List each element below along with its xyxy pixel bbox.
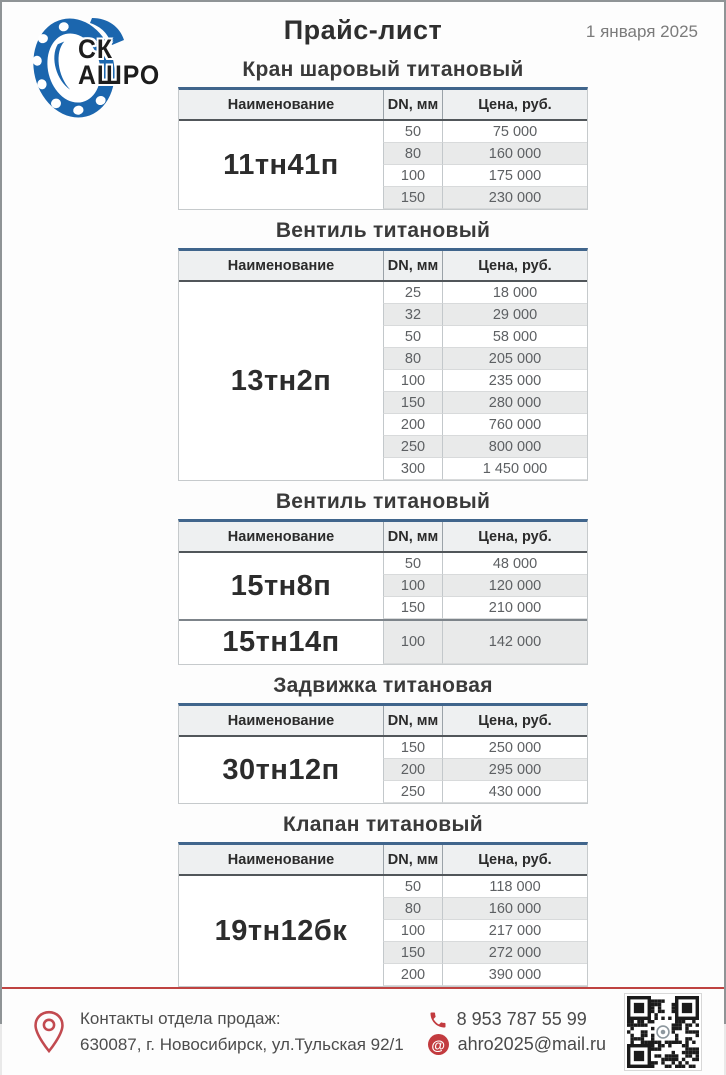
- col-header-name: Наименование: [227, 528, 335, 545]
- dn-value: 80: [383, 898, 442, 920]
- price-value: 18 000: [442, 282, 587, 304]
- dn-value: 100: [383, 621, 442, 664]
- price-value: 29 000: [442, 304, 587, 326]
- price-table: [178, 703, 588, 804]
- product-group: [179, 282, 587, 480]
- price-value: 118 000: [442, 876, 587, 898]
- product-group: [179, 876, 587, 986]
- dn-value: 100: [383, 165, 442, 187]
- dn-value: 100: [383, 575, 442, 597]
- qr-code: [624, 993, 702, 1071]
- price-table: [178, 248, 588, 481]
- price-value: 142 000: [442, 621, 587, 664]
- dn-value: 200: [383, 414, 442, 436]
- col-header-price: Цена, руб.: [442, 90, 587, 119]
- company-name: [78, 36, 160, 89]
- sections: [178, 56, 588, 987]
- price-value: 390 000: [442, 964, 587, 986]
- product-name: 13тн2п: [179, 282, 383, 480]
- col-header-price: Цена, руб.: [442, 522, 587, 551]
- price-value: 58 000: [442, 326, 587, 348]
- col-header-price: Цена, руб.: [442, 251, 587, 280]
- price-section: [178, 813, 588, 987]
- dn-value: 50: [383, 326, 442, 348]
- footer: [2, 987, 724, 1075]
- dn-value: 50: [383, 876, 442, 898]
- table-body: [179, 282, 587, 480]
- table-body: [179, 121, 587, 209]
- col-header-price: Цена, руб.: [442, 706, 587, 735]
- col-header-name: Наименование: [227, 257, 335, 274]
- dn-value: 150: [383, 942, 442, 964]
- table-header-row: [179, 251, 587, 282]
- section-title: Вентиль титановый: [275, 490, 491, 513]
- price-section: [178, 219, 588, 481]
- dn-value: 50: [383, 121, 442, 143]
- price-table: [178, 519, 588, 665]
- price-section: [178, 490, 588, 665]
- price-value: 272 000: [442, 942, 587, 964]
- price-value: 235 000: [442, 370, 587, 392]
- price-value: 760 000: [442, 414, 587, 436]
- price-value: 217 000: [442, 920, 587, 942]
- dn-value: 100: [383, 920, 442, 942]
- product-name: 15тн14п: [179, 621, 383, 664]
- table-header-row: [179, 522, 587, 553]
- at-icon: @: [428, 1034, 449, 1055]
- price-value: 48 000: [442, 553, 587, 575]
- col-header-dn: DN, мм: [383, 706, 442, 735]
- table-header-row: [179, 90, 587, 121]
- dn-value: 80: [383, 143, 442, 165]
- contacts-block: [428, 1005, 606, 1059]
- dn-value: 200: [383, 964, 442, 986]
- dn-value: 150: [383, 392, 442, 414]
- col-header-name: Наименование: [227, 712, 335, 729]
- section-title: Вентиль титановый: [275, 219, 491, 242]
- price-value: 205 000: [442, 348, 587, 370]
- price-section: [178, 674, 588, 804]
- price-value: 280 000: [442, 392, 587, 414]
- dn-value: 25: [383, 282, 442, 304]
- price-value: 120 000: [442, 575, 587, 597]
- table-body: [179, 737, 587, 803]
- dn-value: 250: [383, 436, 442, 458]
- price-value: 1 450 000: [442, 458, 587, 480]
- col-header-name: Наименование: [227, 96, 335, 113]
- product-group: [179, 121, 587, 209]
- section-title: Кран шаровый титановый: [242, 58, 524, 81]
- dn-value: 150: [383, 597, 442, 619]
- company-name-line1: СК: [78, 34, 113, 64]
- price-value: 175 000: [442, 165, 587, 187]
- table-body: [179, 553, 587, 664]
- date: 1 января 2025: [585, 22, 698, 41]
- col-header-price: Цена, руб.: [442, 845, 587, 874]
- dn-value: 200: [383, 759, 442, 781]
- col-header-dn: DN, мм: [383, 90, 442, 119]
- dn-value: 250: [383, 781, 442, 803]
- price-section: [178, 58, 588, 210]
- product-group: [179, 619, 587, 664]
- company-name-line2: АШРО: [78, 60, 161, 91]
- price-value: 800 000: [442, 436, 587, 458]
- col-header-name: Наименование: [227, 851, 335, 868]
- price-value: 230 000: [442, 187, 587, 209]
- col-header-dn: DN, мм: [383, 845, 442, 874]
- product-name: 11тн41п: [179, 121, 383, 209]
- table-header-row: [179, 706, 587, 737]
- price-table: [178, 87, 588, 210]
- product-group: [179, 553, 587, 619]
- col-header-dn: DN, мм: [383, 522, 442, 551]
- location-pin-icon: [32, 1009, 66, 1055]
- phone-icon: [428, 1010, 448, 1030]
- product-name: 19тн12бк: [179, 876, 383, 986]
- price-value: 210 000: [442, 597, 587, 619]
- table-header-row: [179, 845, 587, 876]
- dn-value: 32: [383, 304, 442, 326]
- section-title: Клапан титановый: [283, 813, 483, 836]
- dn-value: 150: [383, 737, 442, 759]
- price-table: [178, 842, 588, 987]
- company-logo: [18, 10, 164, 120]
- phone-number[interactable]: 8 953 787 55 99: [456, 1009, 587, 1029]
- price-value: 295 000: [442, 759, 587, 781]
- dn-value: 50: [383, 553, 442, 575]
- address-block: [80, 1006, 404, 1059]
- section-title: Задвижка титановая: [273, 674, 493, 697]
- dn-value: 150: [383, 187, 442, 209]
- page-title: Прайс-лист: [283, 15, 443, 45]
- product-group: [179, 737, 587, 803]
- product-name: 15тн8п: [179, 553, 383, 619]
- price-value: 75 000: [442, 121, 587, 143]
- price-value: 160 000: [442, 898, 587, 920]
- dn-value: 100: [383, 370, 442, 392]
- price-value: 160 000: [442, 143, 587, 165]
- dn-value: 300: [383, 458, 442, 480]
- price-value: 250 000: [442, 737, 587, 759]
- contacts-label: Контакты отдела продаж:: [80, 1008, 281, 1028]
- address: 630087, г. Новосибирск, ул.Тульская 92/1: [80, 1035, 404, 1054]
- product-name: 30тн12п: [179, 737, 383, 803]
- price-value: 430 000: [442, 781, 587, 803]
- dn-value: 80: [383, 348, 442, 370]
- table-body: [179, 876, 587, 986]
- col-header-dn: DN, мм: [383, 251, 442, 280]
- email[interactable]: ahro2025@mail.ru: [457, 1034, 606, 1054]
